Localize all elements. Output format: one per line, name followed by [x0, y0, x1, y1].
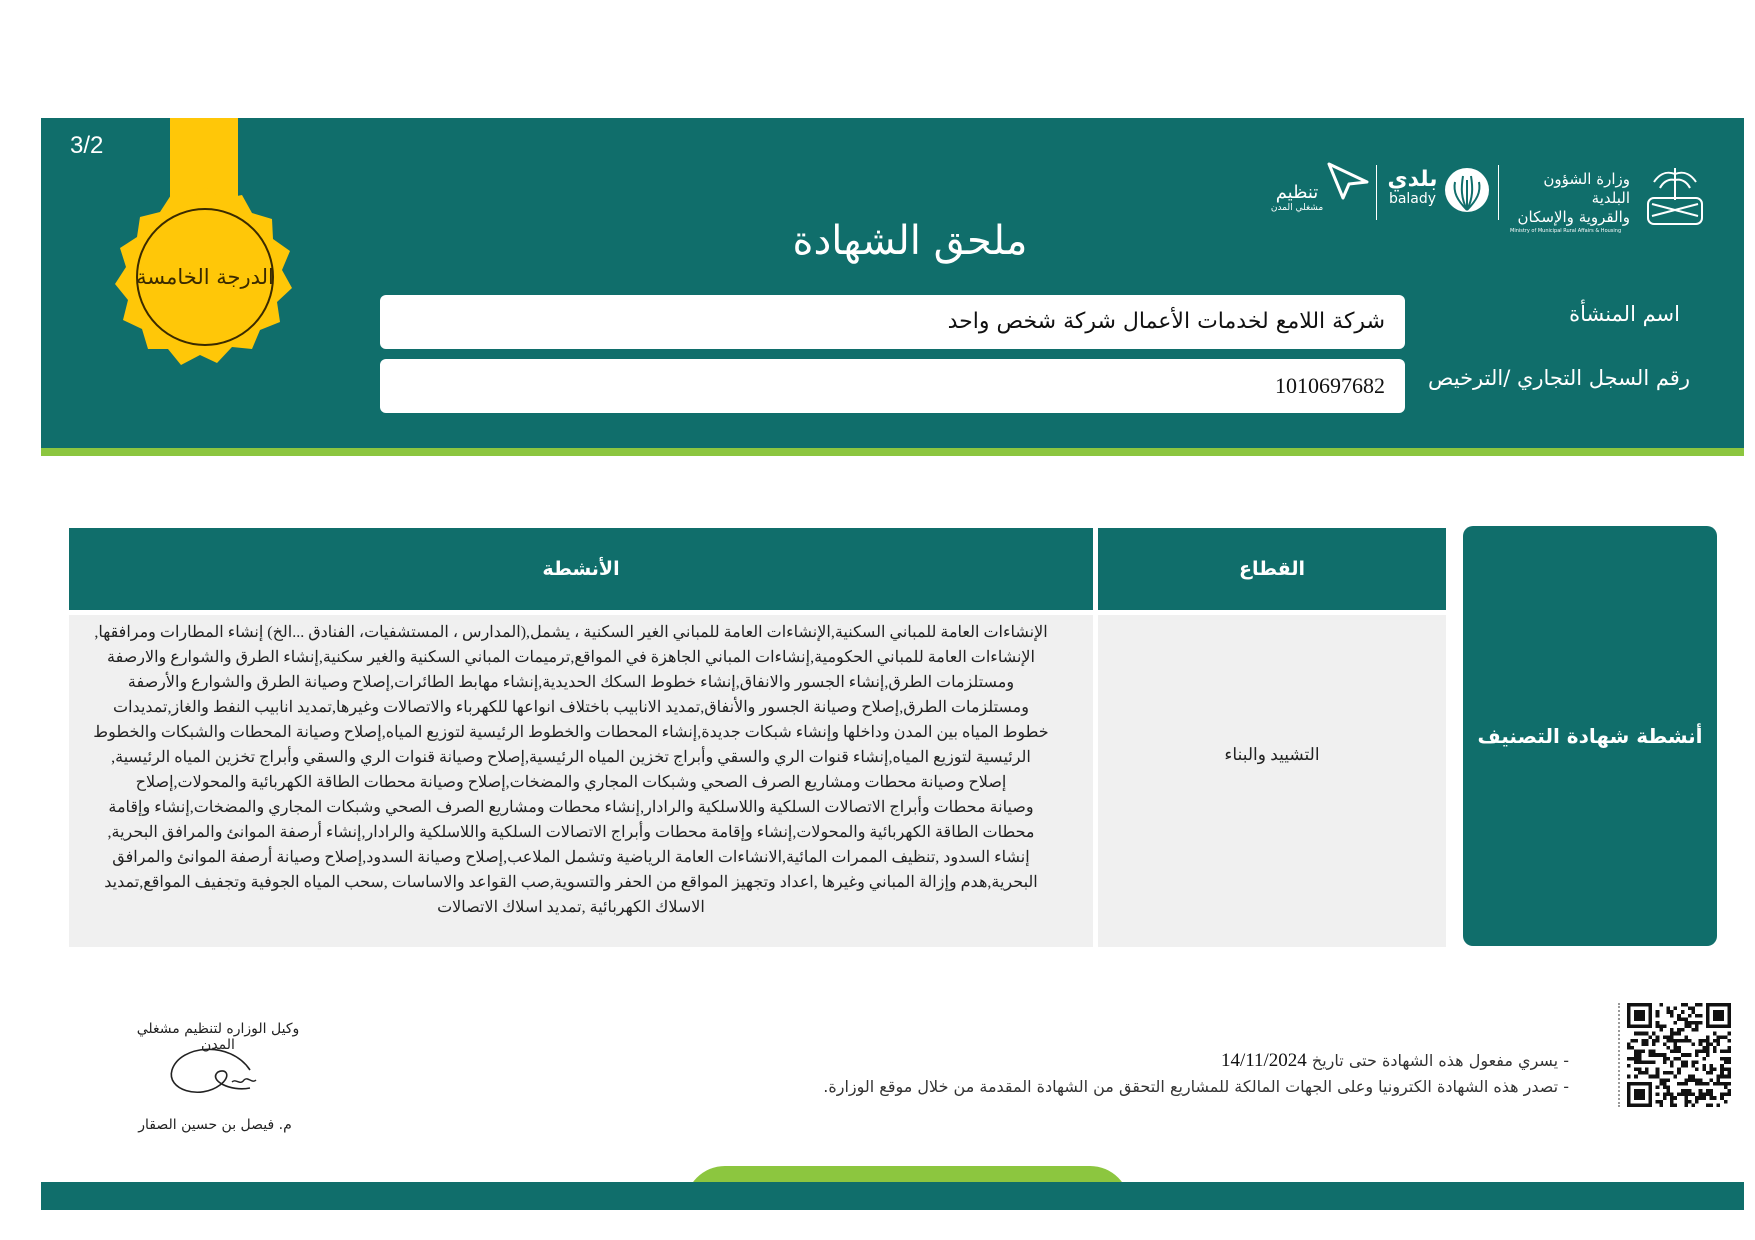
tanzeem-logo: [1262, 183, 1332, 213]
activities-line: ومستلزمات الطرق,إصلاح وصيانة الجسور والأنفاق,تمديد الانابيب باختلاف انواعها للكهرباء والاتصالات وغيرها,تمديد انابيب النفط والغاز,تمديدات: [113, 699, 1029, 716]
cr-number-field: 1010697682: [380, 359, 1405, 413]
handwritten-signature: [160, 1030, 290, 1120]
activities-line: ومستلزمات الطرق,إنشاء الجسور والانفاق,إنشاء خطوط السكك الحديدية,إنشاء مهابط الطائرات,إصلاح وصيانة الطرق والشوارع والأرصفة: [127, 674, 1015, 691]
validity-note: [1221, 1050, 1569, 1072]
activities-column-header: الأنشطة: [69, 528, 1093, 610]
activities-line: وصيانة محطات وأبراج الاتصالات السلكية واللاسلكية والرادار,إنشاء محطات ومشاريع الصرف الصحي وشبكات المجاري والمضخات,إنشاء وإقامة: [108, 799, 1034, 816]
activities-line: إنشاء السدود ,تنظيف الممرات المائية,الانشاءات العامة الرياضية وتشمل الملاعب,إصلاح وصيانة السدود,إصلاح وصيانة أرصفة الموانئ والمرافق: [112, 849, 1030, 866]
page-number: 3/2: [70, 132, 104, 159]
establishment-name-field: شركة اللامع لخدمات الأعمال شركة شخص واحد: [380, 295, 1405, 349]
ministry-name-en: Ministry of Municipal Rural Affairs & Housing: [1510, 228, 1622, 234]
footer-band: [41, 1182, 1744, 1210]
ministry-emblem-icon: [1640, 160, 1710, 230]
activities-line: الإنشاءات العامة للمباني السكنية,الإنشاءات العامة للمباني الغير السكنية ، يشمل,(المدارس ، المستشفيات، الفنادق ...الخ) إنشاء المطارات ومرافقها,: [94, 624, 1048, 641]
sector-column-header: القطاع: [1098, 528, 1446, 610]
tanzeem-ar: تنظيم: [1275, 182, 1319, 203]
activities-line: البحرية,هدم وإزالة المباني وغيرها ,اعداد وتجهيز المواقع من الحفر والتسوية,صب القواعد والاساسات ,سحب المياه الجوفية وتجفيف المواقع,تمديد: [104, 874, 1038, 891]
baladi-emblem-icon: [1443, 166, 1491, 214]
activities-line: إصلاح وصيانة محطات ومشاريع الصرف الصحي وشبكات المجاري والمضخات,إصلاح وصيانة محطات الطاقة الكهربائية والمحولات,إصلاح: [135, 774, 1007, 791]
activities-line: محطات الطاقة الكهربائية والمحولات,إنشاء وإقامة محطات وأبراج الاتصالات السلكية واللاسلكية والرادار,إنشاء أرصفة الموانئ والمرافق البحرية,: [107, 824, 1035, 841]
signatory-title: وكيل الوزاره لتنظيم مشغلي المدن: [136, 1021, 300, 1053]
activities-text: [70, 620, 1072, 942]
qr-code-icon[interactable]: [1627, 1003, 1731, 1107]
logo-divider: [1498, 165, 1499, 220]
establishment-label: اسم المنشأة: [1569, 302, 1680, 326]
sector-value: التشييد والبناء: [1224, 745, 1320, 764]
baladi-logo: [1385, 168, 1440, 206]
signatory-name: م. فيصل بن حسين الصقار: [138, 1117, 292, 1133]
classification-side-title: أنشطة شهادة التصنيف: [1463, 526, 1717, 946]
sector-cell: [1098, 615, 1446, 947]
ministry-name-line1: وزارة الشؤون البلدية: [1543, 170, 1630, 207]
baladi-en: balady: [1388, 191, 1437, 207]
tanzeem-sub: مشغلي المدن: [1270, 203, 1324, 213]
header-accent-line: [41, 448, 1744, 456]
page-title: ملحق الشهادة: [792, 218, 1028, 264]
validity-date: 14/11/2024: [1220, 1050, 1307, 1071]
verification-note: - تصدر هذه الشهادة الكترونيا وعلى الجهات المالكة للمشاريع التحقق من الشهادة المقدمة من خلال موقع الوزارة.: [823, 1077, 1569, 1096]
baladi-ar: بلدي: [1387, 167, 1438, 192]
qr-separator: [1618, 1003, 1622, 1107]
logo-divider-2: [1376, 165, 1377, 220]
cr-label: رقم السجل التجاري /الترخيص: [1428, 366, 1690, 390]
activities-line: الرئيسية لتوزيع المياه,إنشاء قنوات الري والسقي وأبراج تخزين المياه الرئيسية,إصلاح وصيانة قنوات الري والسقي وأبراج تخزين المياه الرئيسية,: [111, 749, 1031, 766]
activities-line: الاسلاك الكهربائية ,تمديد اسلاك الاتصالات: [437, 899, 705, 916]
validity-prefix: - يسري مفعول هذه الشهادة حتى تاريخ: [1311, 1051, 1569, 1070]
activities-line: خطوط المياه بين المدن وداخلها وإنشاء شبكات جديدة,إنشاء المحطات والخطوط الرئيسية لتوزيع المياه,إصلاح وصيانة المحطات والشبكات والخطوط: [93, 724, 1049, 741]
grade-label: الدرجة الخامسة: [136, 265, 274, 289]
ministry-name-line2: والقروية والإسكان: [1517, 208, 1630, 226]
activities-line: الإنشاءات العامة للمباني الحكومية,إنشاءات المباني الجاهزة في المواقع,ترميمات المباني السكنية والغير سكنية,إنشاء الطرق والشوارع والارصفة: [107, 649, 1035, 666]
ministry-name-ar: [1510, 170, 1630, 235]
